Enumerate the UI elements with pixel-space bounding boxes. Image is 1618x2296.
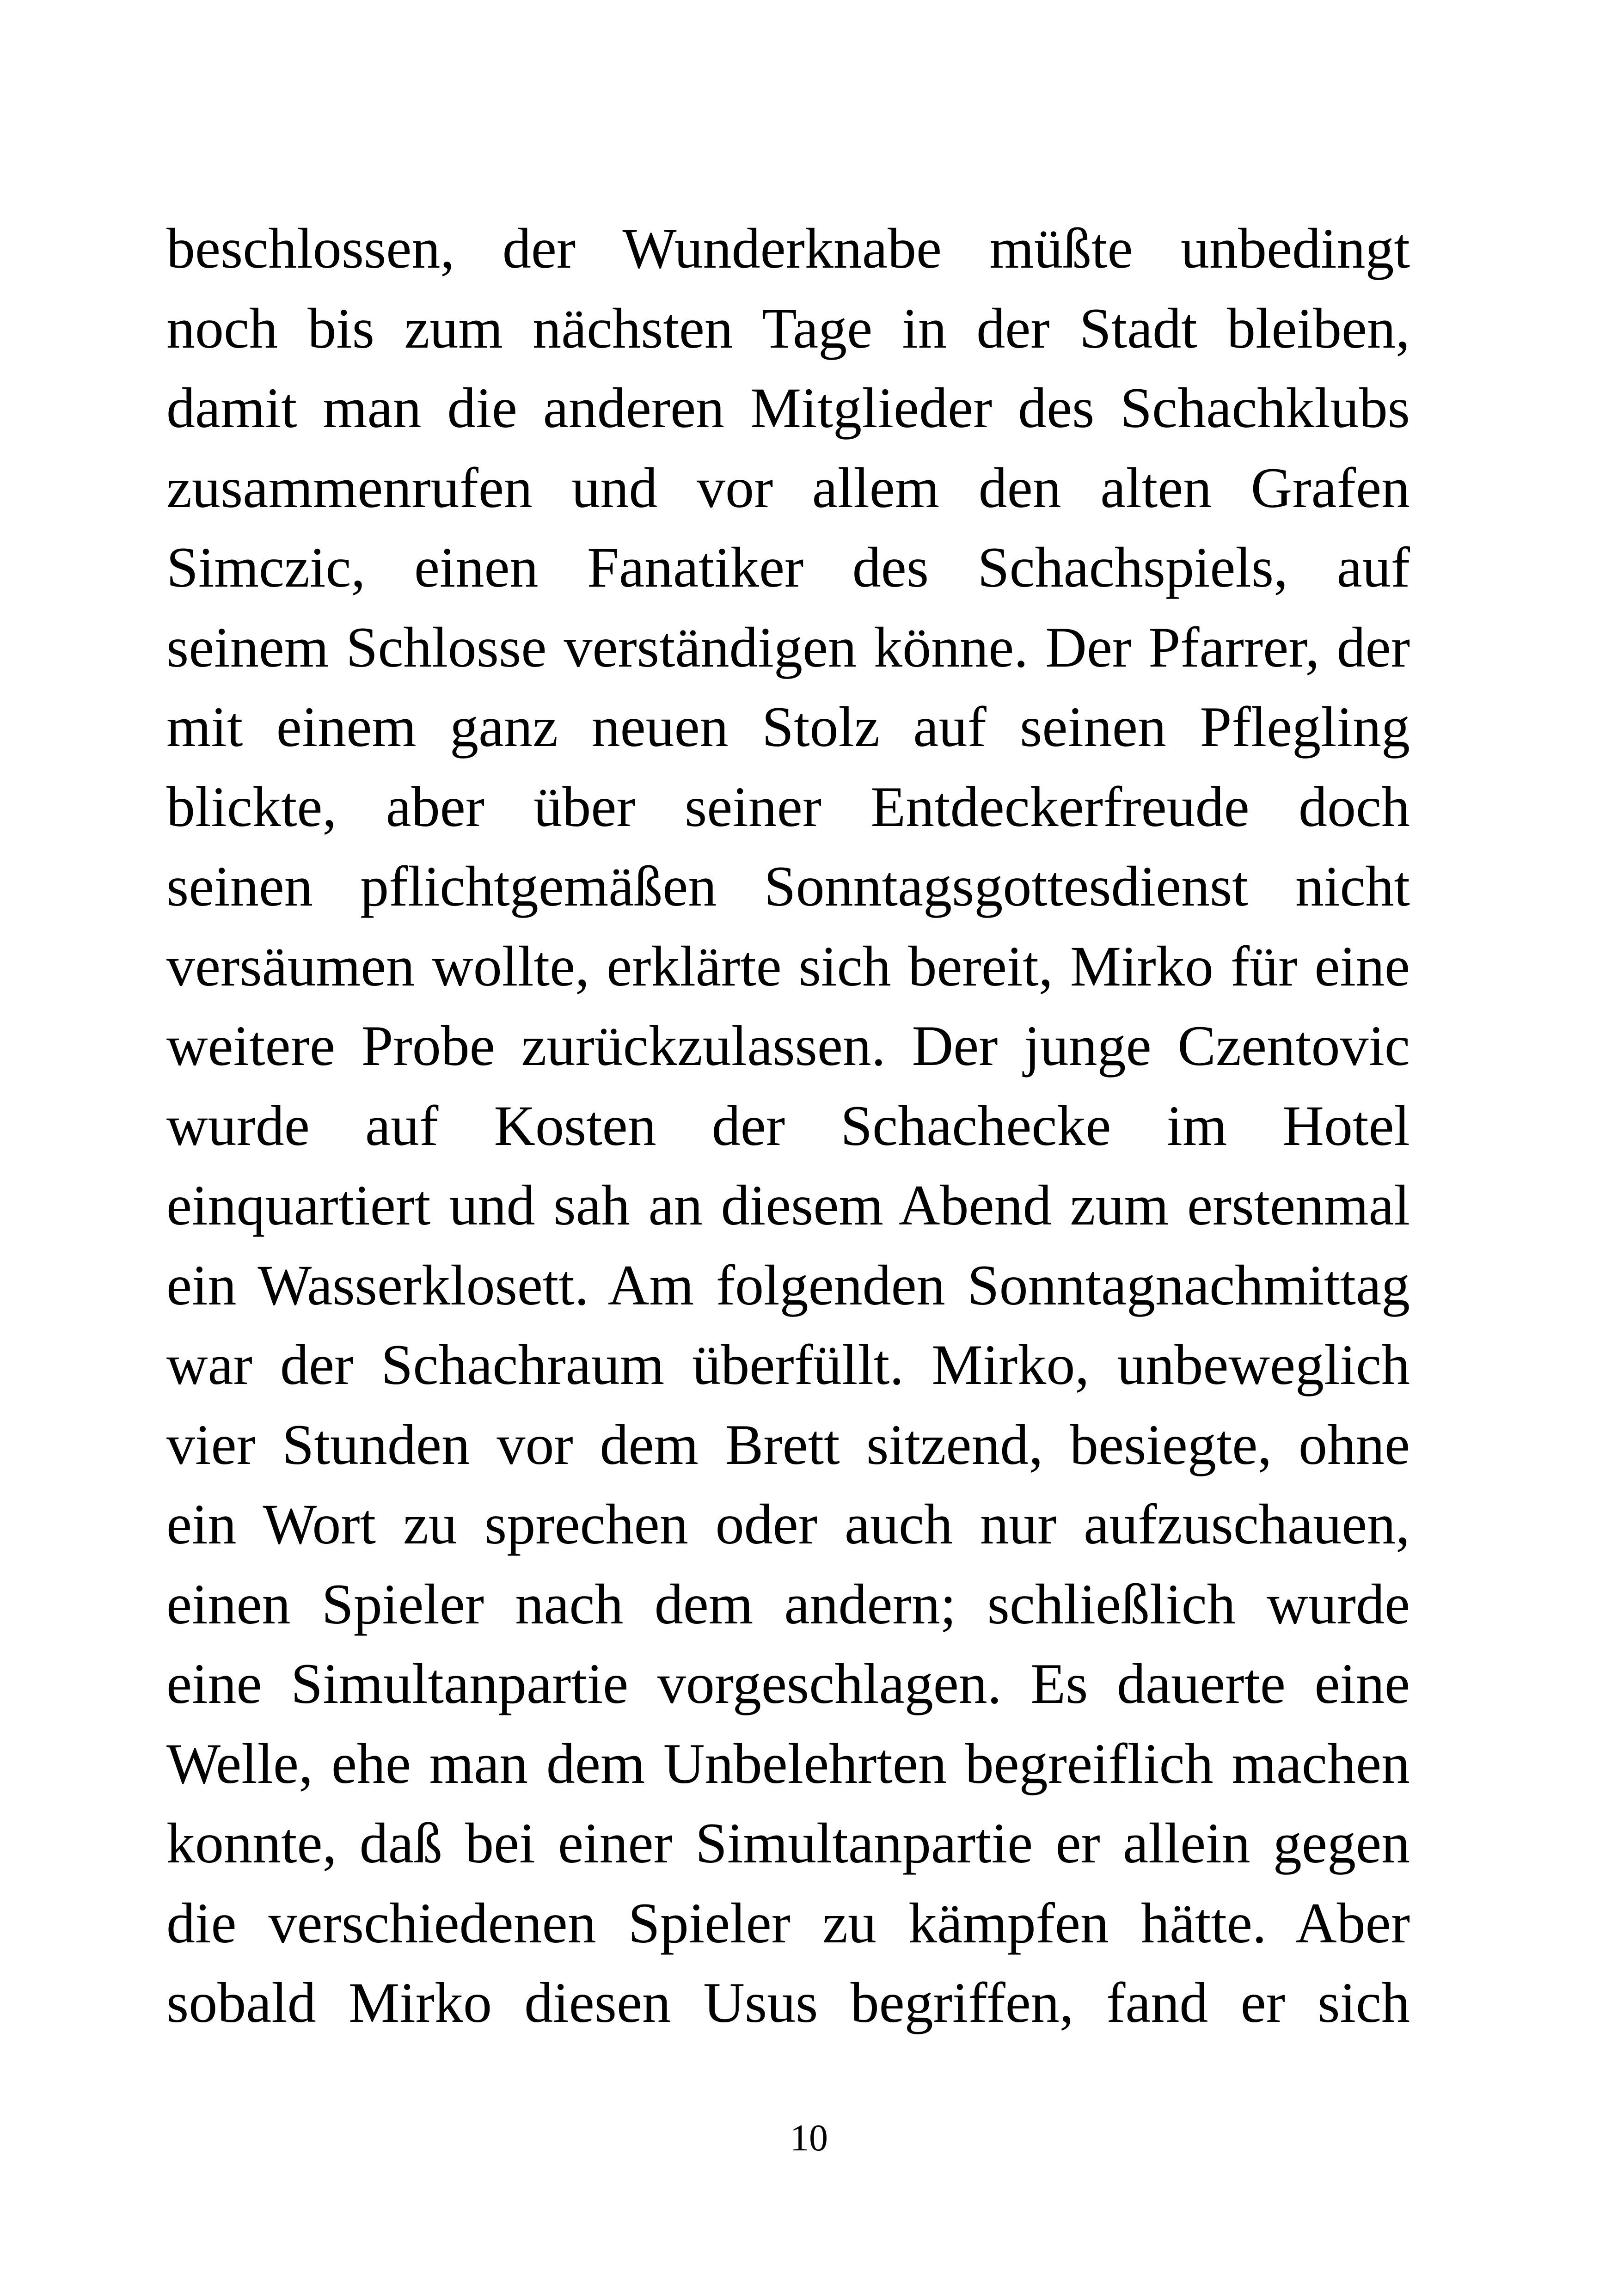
- text-line: seinen pflichtgemäßen Sonntagsgottesdienst nicht: [166, 855, 1410, 918]
- text-line: ein Wasserklosett. Am folgenden Sonntagnachmittag: [166, 1253, 1410, 1317]
- text-line: einen Spieler nach dem andern; schließlich wurde: [166, 1572, 1410, 1636]
- text-line: einquartiert und sah an diesem Abend zum erstenmal: [166, 1174, 1410, 1237]
- text-line: konnte, daß bei einer Simultanpartie er allein gegen: [166, 1812, 1410, 1875]
- text-line: eine Simultanpartie vorgeschlagen. Es dauerte eine: [166, 1652, 1410, 1715]
- text-line: blickte, aber über seiner Entdeckerfreude doch: [166, 775, 1410, 839]
- text-line: vier Stunden vor dem Brett sitzend, besiegte, ohne: [166, 1413, 1410, 1476]
- text-line: weitere Probe zurückzulassen. Der junge Czentovic: [166, 1014, 1410, 1078]
- text-line: noch bis zum nächsten Tage in der Stadt bleiben,: [166, 296, 1410, 360]
- text-line: Simczic, einen Fanatiker des Schachspiels, auf: [166, 536, 1410, 599]
- text-line: ein Wort zu sprechen oder auch nur aufzuschauen,: [166, 1493, 1410, 1556]
- text-line: zusammenrufen und vor allem den alten Grafen: [166, 456, 1410, 520]
- page-number: 10: [790, 2117, 828, 2159]
- text-line: beschlossen, der Wunderknabe müßte unbedingt: [166, 217, 1410, 280]
- text-line: mit einem ganz neuen Stolz auf seinen Pflegling: [166, 695, 1410, 759]
- text-line: die verschiedenen Spieler zu kämpfen hätte. Aber: [166, 1891, 1410, 1955]
- body-text: [166, 209, 1410, 2043]
- text-line: versäumen wollte, erklärte sich bereit, Mirko für eine: [166, 934, 1410, 998]
- text-line: sobald Mirko diesen Usus begriffen, fand er sich: [166, 1971, 1410, 2034]
- text-line: damit man die anderen Mitglieder des Schachklubs: [166, 376, 1410, 440]
- text-line: wurde auf Kosten der Schachecke im Hotel: [166, 1094, 1410, 1157]
- text-line: war der Schachraum überfüllt. Mirko, unbeweglich: [166, 1333, 1410, 1396]
- text-line: seinem Schlosse verständigen könne. Der Pfarrer, der: [166, 615, 1410, 679]
- text-line: Welle, ehe man dem Unbelehrten begreiflich machen: [166, 1732, 1410, 1795]
